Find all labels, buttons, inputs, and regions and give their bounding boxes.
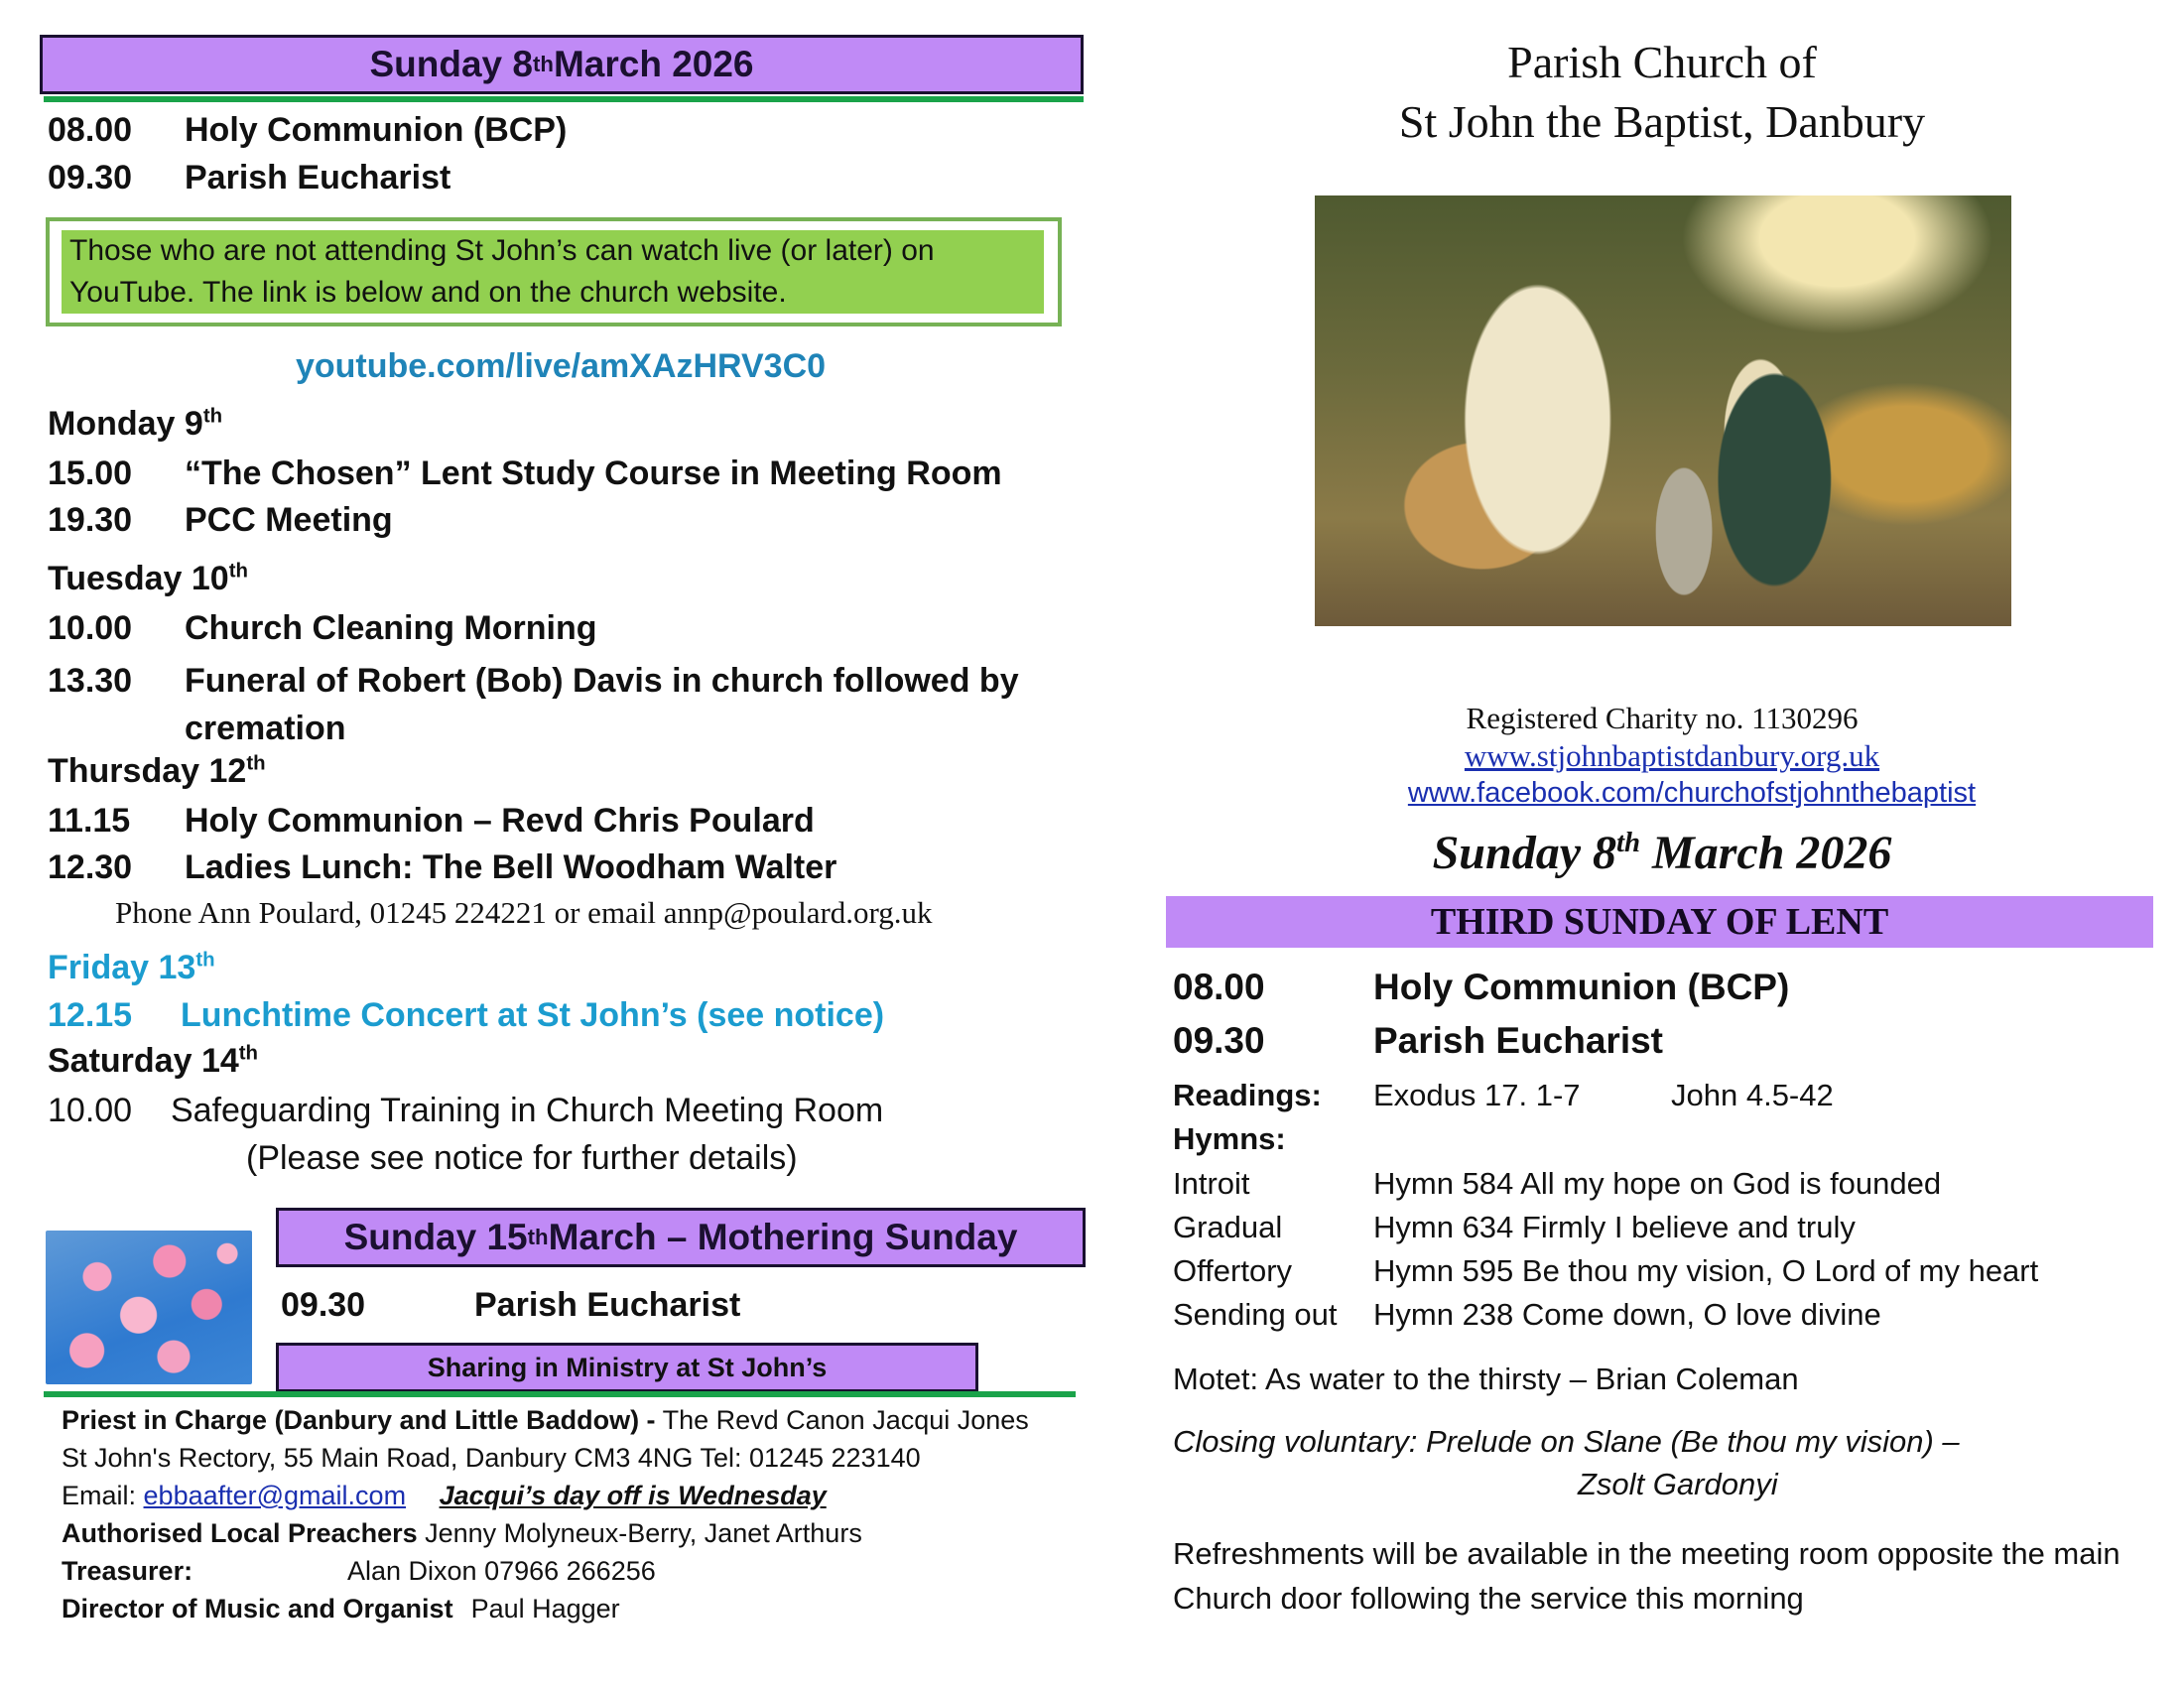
email-link[interactable]: ebbaafter@gmail.com: [143, 1481, 407, 1510]
day-heading-thursday: Thursday 12th: [48, 752, 266, 790]
local-preachers: Authorised Local Preachers Jenny Molyneux-Berry, Janet Arthurs: [62, 1518, 862, 1548]
treasurer: Treasurer: Alan Dixon 07966 266256: [62, 1556, 656, 1586]
service-row: 09.30 Parish Eucharist: [1173, 1020, 1664, 1061]
director-of-music: Director of Music and Organist Paul Hagger: [62, 1594, 620, 1623]
mothering-sunday-header: Sunday 15 th March – Mothering Sunday: [276, 1208, 1086, 1267]
closing-voluntary: Closing voluntary: Prelude on Slane (Be thou my vision) –: [1173, 1424, 1960, 1459]
church-title-line2: St John the Baptist, Danbury: [1398, 96, 1926, 147]
event-row: 10.00 Safeguarding Training in Church Meeting Room: [48, 1092, 884, 1129]
closing-voluntary-composer: Zsolt Gardonyi: [1578, 1467, 1778, 1501]
livestream-notice: Those who are not attending St John’s can watch live (or later) on YouTube. The link is below and on the church website.: [62, 230, 1044, 314]
website-link[interactable]: www.stjohnbaptistdanbury.org.uk: [1464, 738, 1880, 773]
left-date-header: Sunday 8 th March 2026: [40, 35, 1084, 94]
header-date-prefix: Sunday 8: [369, 44, 533, 84]
event-row: 12.15 Lunchtime Concert at St John’s (see notice): [48, 996, 885, 1034]
youtube-link[interactable]: youtube.com/live/amXAzHRV3C0: [295, 347, 827, 385]
event-row: 10.00 Church Cleaning Morning: [48, 609, 597, 647]
event-row: 13.30 Funeral of Robert (Bob) Davis in church followed by cremation: [48, 662, 1019, 747]
hymns-heading: Hymns:: [1173, 1121, 1286, 1156]
blossom-image: [46, 1231, 252, 1384]
service-row: 09.30 Parish Eucharist: [281, 1286, 741, 1324]
saturday-note: (Please see notice for further details): [246, 1139, 798, 1177]
event-row: 12.30 Ladies Lunch: The Bell Woodham Walter: [48, 848, 837, 886]
email-line: Email: ebbaafter@gmail.com Jacqui’s day off is Wednesday: [62, 1481, 827, 1510]
service-row: 08.00 Holy Communion (BCP): [1173, 967, 1790, 1007]
rectory-address: St John's Rectory, 55 Main Road, Danbury CM3 4NG Tel: 01245 223140: [62, 1443, 921, 1473]
event-row: 19.30 PCC Meeting: [48, 501, 393, 539]
facebook-link-row: [1191, 777, 2184, 810]
refreshments-note: Refreshments will be available in the meeting room opposite the main Church door following the service this morning: [1173, 1536, 2120, 1616]
day-off-note: Jacqui’s day off is Wednesday: [439, 1481, 827, 1510]
lent-banner: THIRD SUNDAY OF LENT: [1166, 896, 2153, 948]
green-divider: [44, 96, 1084, 102]
day-heading-tuesday: Tuesday 10th: [48, 560, 248, 597]
sharing-ministry-header: Sharing in Ministry at St John’s: [276, 1343, 978, 1392]
hymn-row: Offertory Hymn 595 Be thou my vision, O Lord of my heart: [1173, 1253, 2039, 1288]
church-title-line1: Parish Church of: [1507, 37, 1817, 87]
service-row: 09.30 Parish Eucharist: [48, 159, 451, 196]
ladies-lunch-contact: Phone Ann Poulard, 01245 224221 or email annp@poulard.org.uk: [115, 895, 933, 930]
green-divider: [44, 1391, 1076, 1397]
website-link-row: [1171, 738, 2173, 774]
hymn-row: Introit Hymn 584 All my hope on God is founded: [1173, 1166, 1942, 1201]
priest-in-charge: Priest in Charge (Danbury and Little Baddow) - The Revd Canon Jacqui Jones: [62, 1405, 1029, 1435]
hymn-row: Sending out Hymn 238 Come down, O love divine: [1173, 1297, 1881, 1332]
service-row: 08.00 Holy Communion (BCP): [48, 111, 568, 149]
hymn-row: Gradual Hymn 634 Firmly I believe and truly: [1173, 1210, 1856, 1244]
readings-row: Readings: Exodus 17. 1-7 John 4.5-42: [1173, 1078, 1834, 1112]
event-row: 11.15 Holy Communion – Revd Chris Poulard: [48, 802, 815, 840]
day-heading-monday: Monday 9th: [48, 405, 223, 443]
motet: Motet: As water to the thirsty – Brian Coleman: [1173, 1362, 1799, 1396]
day-heading-saturday: Saturday 14th: [48, 1042, 259, 1080]
event-row: 15.00 “The Chosen” Lent Study Course in Meeting Room: [48, 454, 1002, 492]
jesus-woman-at-well-painting: [1315, 195, 2011, 626]
facebook-link[interactable]: www.facebook.com/churchofstjohnthebaptist: [1407, 777, 1977, 809]
charity-number: Registered Charity no. 1130296: [1466, 701, 1859, 735]
right-date: Sunday 8th March 2026: [1432, 827, 1892, 879]
day-heading-friday: Friday 13th: [48, 949, 215, 986]
